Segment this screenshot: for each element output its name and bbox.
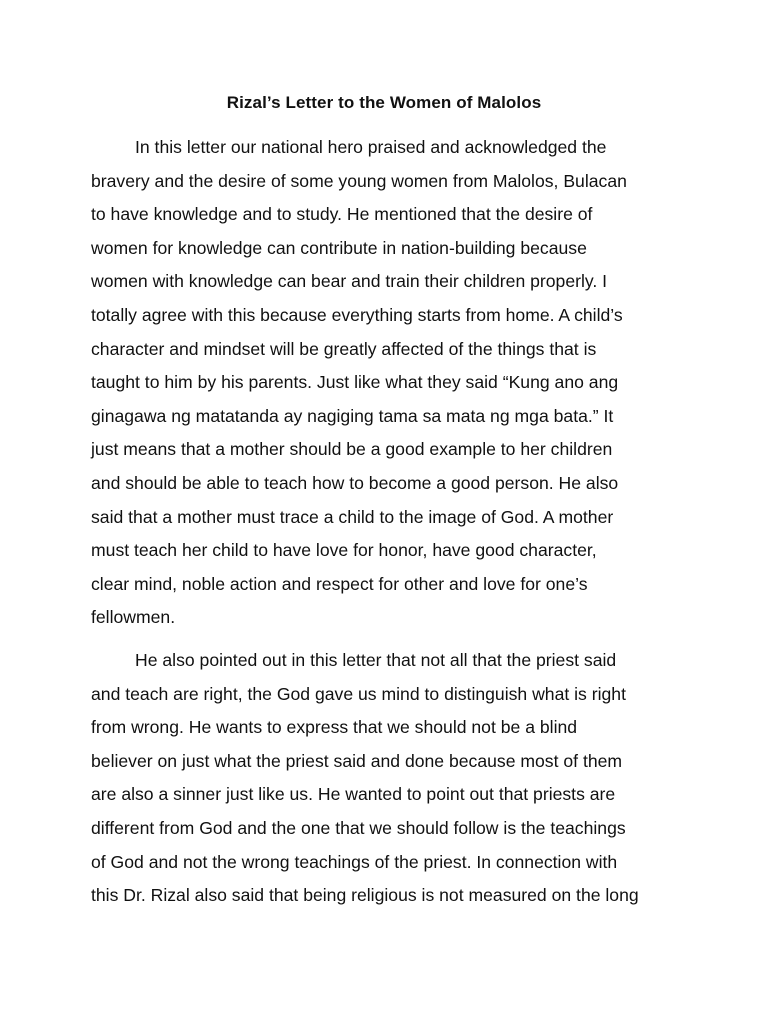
text-line: He also pointed out in this letter that not all that the priest said bbox=[135, 650, 617, 670]
text-line: character and mindset will be greatly affected of the things that is bbox=[91, 338, 597, 359]
text-line: must teach her child to have love for honor, have good character, bbox=[91, 540, 597, 561]
text-line: are also a sinner just like us. He wanted to point out that priests are bbox=[91, 784, 616, 805]
text-line: bravery and the desire of some young women from Malolos, Bulacan bbox=[91, 170, 627, 191]
text-line: ginagawa ng matatanda ay nagiging tama sa mata ng mga bata.” It bbox=[91, 405, 614, 426]
text-line: said that a mother must trace a child to the image of God. A mother bbox=[91, 506, 614, 527]
text-line: In this letter our national hero praised and acknowledged the bbox=[135, 137, 607, 157]
text-line: women with knowledge can bear and train their children properly. I bbox=[91, 271, 608, 292]
text-line: and teach are right, the God gave us mind to distinguish what is right bbox=[91, 683, 626, 704]
text-line: totally agree with this because everything starts from home. A child’s bbox=[91, 304, 623, 325]
text-line: this Dr. Rizal also said that being religious is not measured on the long bbox=[91, 885, 639, 906]
document-title: Rizal’s Letter to the Women of Malolos bbox=[226, 93, 542, 112]
paragraph-1 bbox=[91, 131, 691, 635]
text-line: women for knowledge can contribute in nation-building because bbox=[91, 237, 587, 258]
text-line: just means that a mother should be a good example to her children bbox=[91, 439, 613, 460]
text-line: taught to him by his parents. Just like what they said “Kung ano ang bbox=[91, 372, 619, 393]
text-line: fellowmen. bbox=[91, 607, 176, 628]
text-line: and should be able to teach how to become a good person. He also bbox=[91, 472, 619, 493]
text-line: clear mind, noble action and respect for other and love for one’s bbox=[91, 573, 588, 594]
text-line: to have knowledge and to study. He mentioned that the desire of bbox=[91, 204, 593, 225]
text-line: different from God and the one that we should follow is the teachings bbox=[91, 817, 626, 838]
text-line: believer on just what the priest said and done because most of them bbox=[91, 750, 623, 771]
paragraph-2 bbox=[91, 644, 691, 913]
text-line: from wrong. He wants to express that we should not be a blind bbox=[91, 717, 578, 738]
text-line: of God and not the wrong teachings of the priest. In connection with bbox=[91, 851, 618, 872]
